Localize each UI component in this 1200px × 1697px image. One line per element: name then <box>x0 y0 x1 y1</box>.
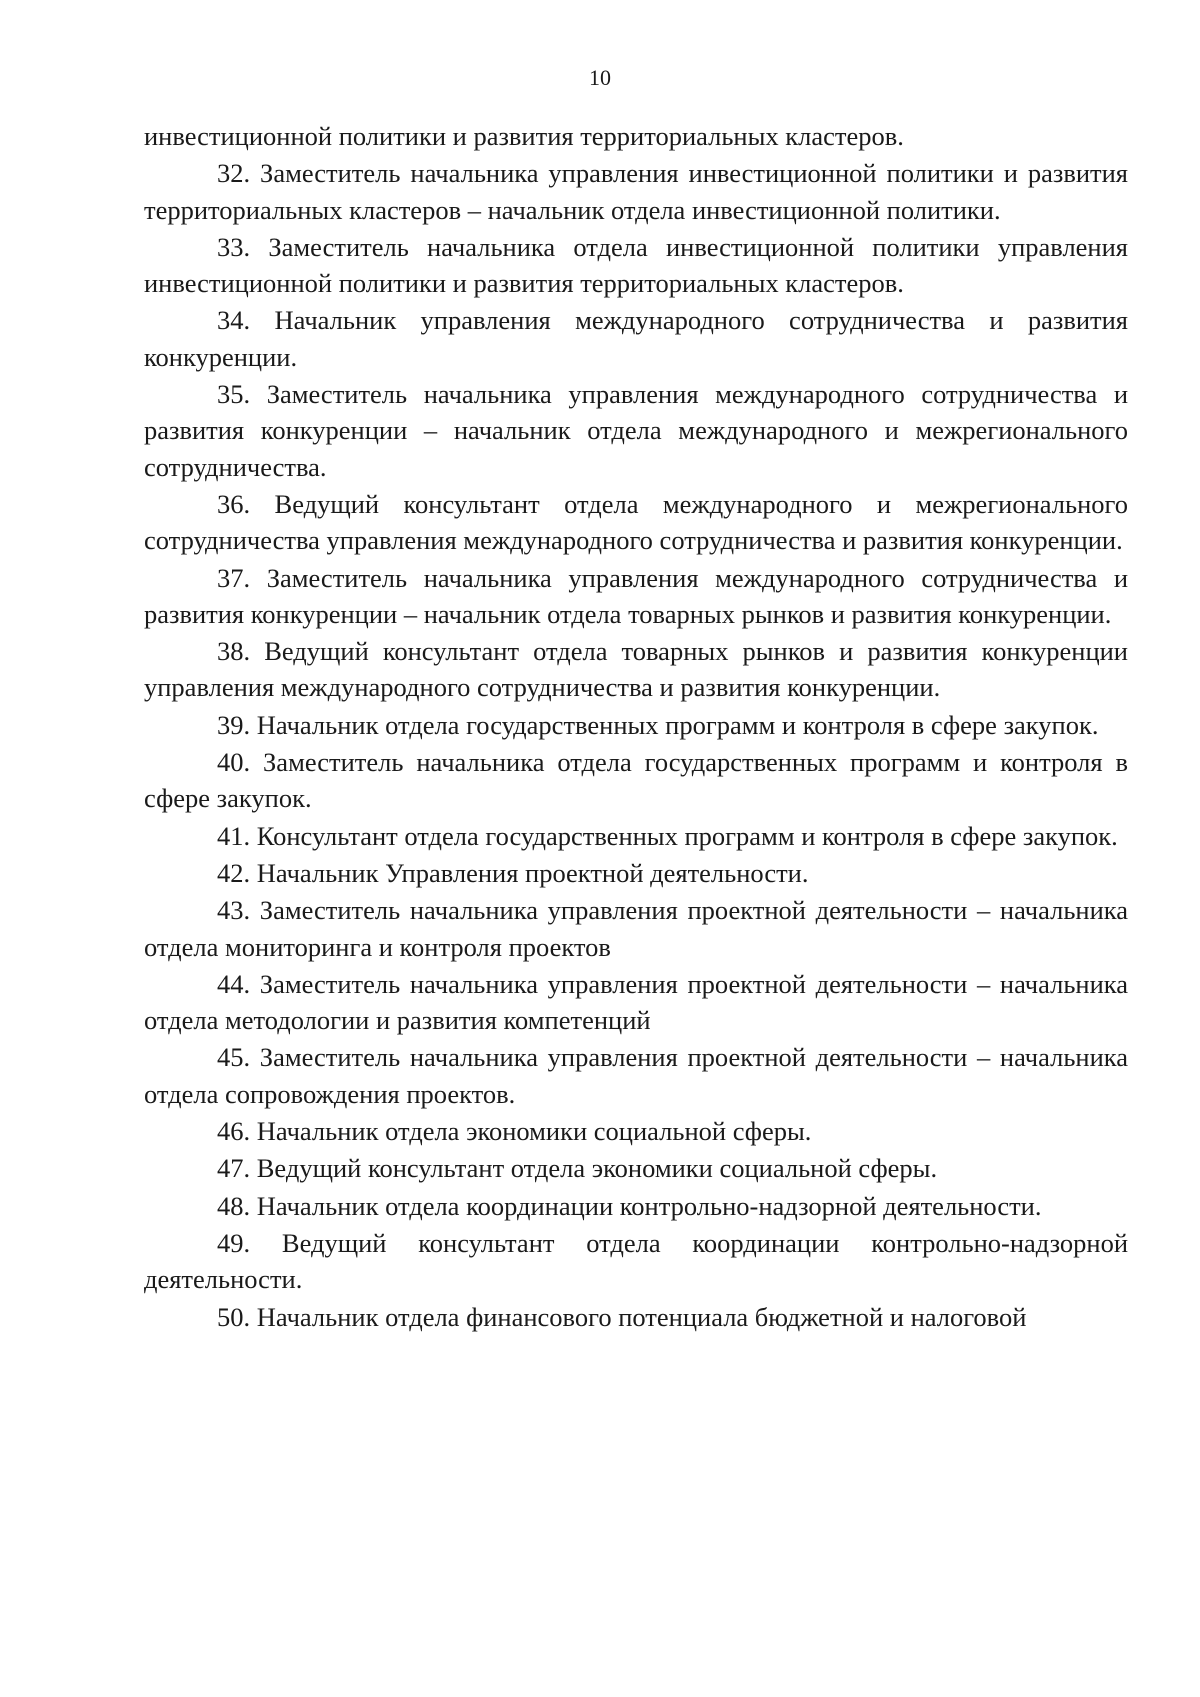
document-body <box>144 118 1128 1336</box>
paragraph-item-44: 44. Заместитель начальника управления проектной деятельности – начальника отдела методологии и развития компетенций <box>144 968 1128 1036</box>
paragraph-continuation: инвестиционной политики и развития территориальных кластеров. <box>144 121 904 151</box>
paragraph-item-38: 38. Ведущий консультант отдела товарных рынков и развития конкуренции управления международного сотрудничества и развития конкуренции. <box>144 636 1128 703</box>
paragraph-item-45: 45. Заместитель начальника управления проектной деятельности – начальника отдела сопровождения проектов. <box>144 1042 1128 1109</box>
paragraph-item-35: 35. Заместитель начальника управления международного сотрудничества и развития конкуренции – начальник отдела международного и межрегионального сотрудничества. <box>144 379 1128 482</box>
paragraph-item-50: 50. Начальник отдела финансового потенциала бюджетной и налоговой <box>217 1301 1027 1332</box>
paragraph-item-46: 46. Начальник отдела экономики социальной сферы. <box>217 1116 812 1147</box>
page-number: 10 <box>589 65 611 90</box>
paragraph-item-34: 34. Начальник управления международного сотрудничества и развития конкуренции. <box>144 305 1128 372</box>
paragraph-item-49: 49. Ведущий консультант отдела координации контрольно-надзорной деятельности. <box>144 1227 1128 1295</box>
paragraph-item-33: 33. Заместитель начальника отдела инвестиционной политики управления инвестиционной политики и развития территориальных кластеров. <box>144 231 1128 299</box>
paragraph-item-42: 42. Начальник Управления проектной деятельности. <box>217 857 809 888</box>
paragraph-item-47: 47. Ведущий консультант отдела экономики социальной сферы. <box>217 1153 938 1184</box>
paragraph-item-39: 39. Начальник отдела государственных программ и контроля в сфере закупок. <box>217 709 1099 740</box>
paragraph-item-41: 41. Консультант отдела государственных программ и контроля в сфере закупок. <box>217 820 1118 851</box>
paragraph-item-48: 48. Начальник отдела координации контрольно-надзорной деятельности. <box>217 1190 1042 1221</box>
paragraph-item-36: 36. Ведущий консультант отдела международного и межрегионального сотрудничества управления международного сотрудничества и развития конкуренции. <box>144 488 1128 556</box>
paragraph-item-40: 40. Заместитель начальника отдела государственных программ и контроля в сфере закупок. <box>144 747 1128 814</box>
paragraph-item-37: 37. Заместитель начальника управления международного сотрудничества и развития конкуренции – начальник отдела товарных рынков и развития конкуренции. <box>144 562 1128 629</box>
paragraph-item-43: 43. Заместитель начальника управления проектной деятельности – начальника отдела мониторинга и контроля проектов <box>144 895 1128 962</box>
paragraph-item-32: 32. Заместитель начальника управления инвестиционной политики и развития территориальных кластеров – начальник отдела инвестиционной политики. <box>144 158 1128 225</box>
